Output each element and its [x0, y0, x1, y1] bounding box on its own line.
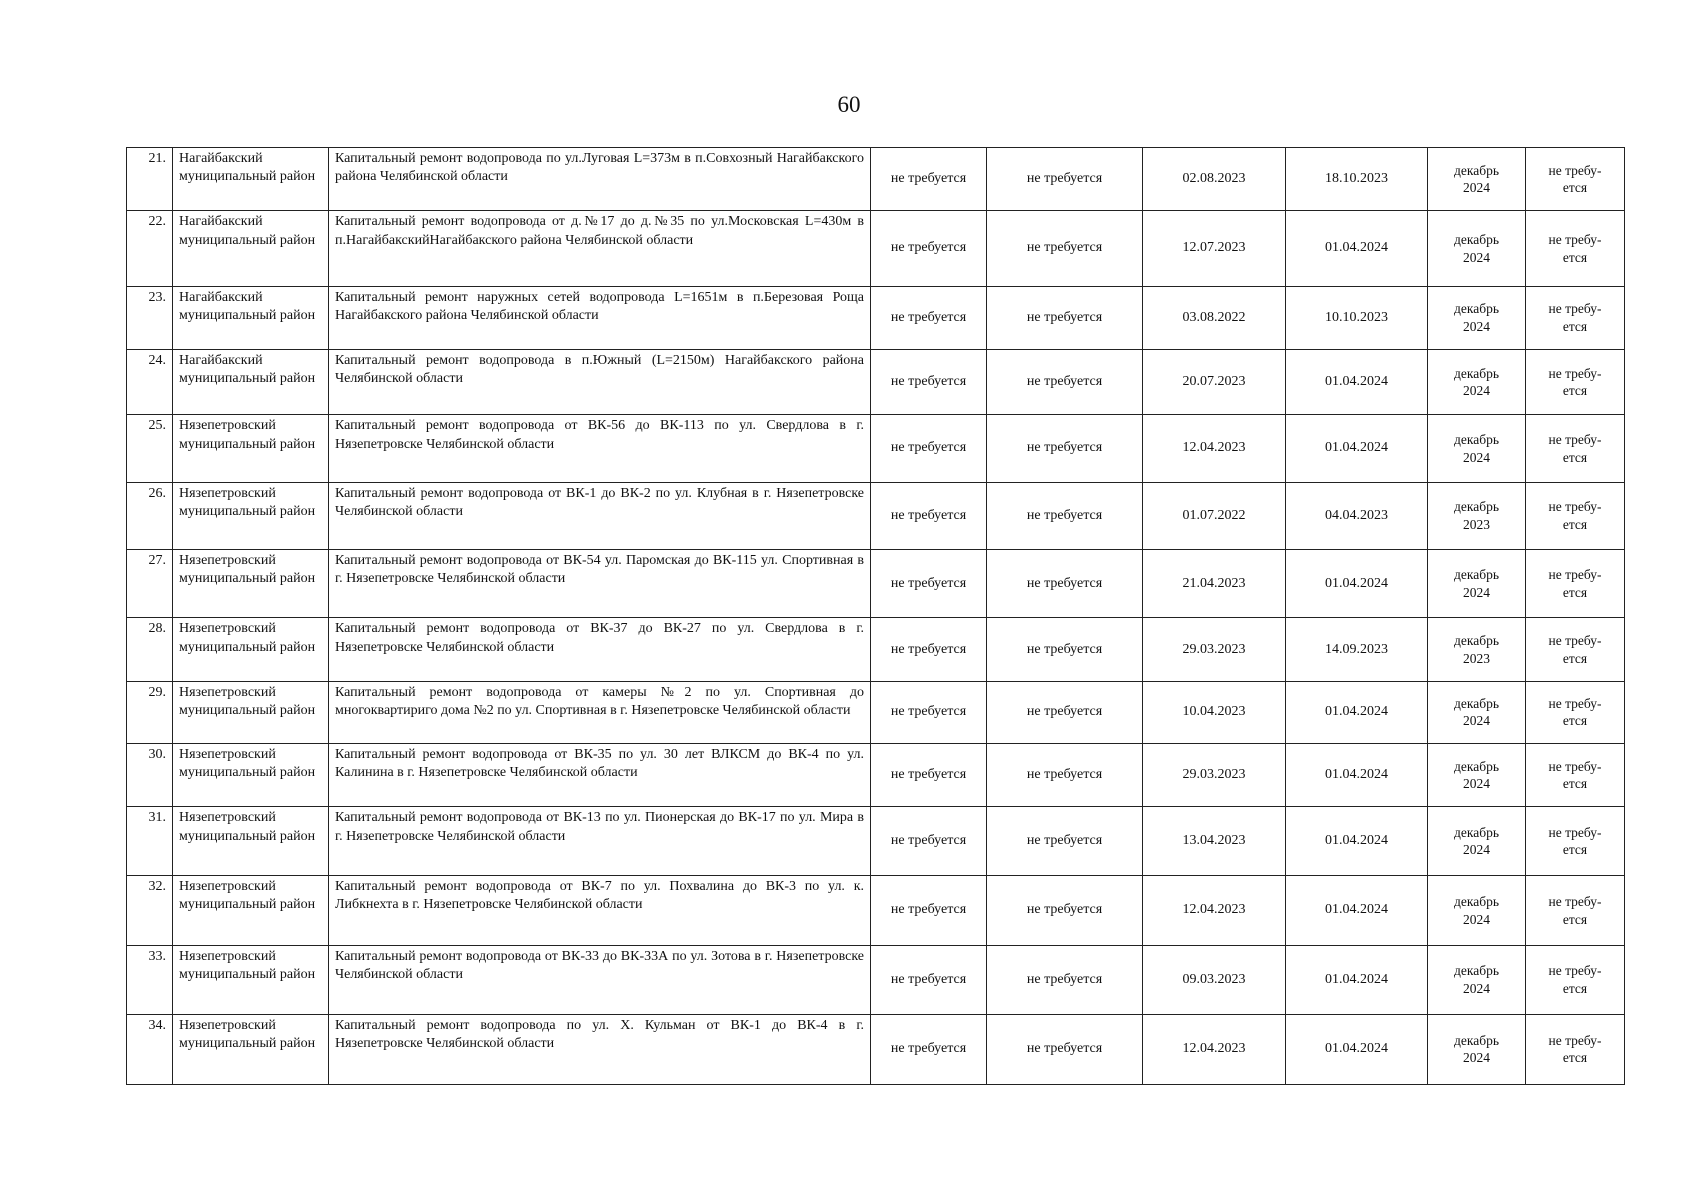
deadline-cell: декабрь 2024 [1428, 744, 1526, 807]
note-cell: не требу- ется [1526, 875, 1625, 945]
deadline-cell: декабрь 2024 [1428, 148, 1526, 211]
row-number-cell: 28. [127, 618, 173, 681]
row-number-cell: 26. [127, 482, 173, 549]
project-name-cell: Капитальный ремонт водопровода по ул.Луговая L=373м в п.Совхозный Нагайбакского района Челябинской области [329, 148, 871, 211]
project-name-cell: Капитальный ремонт водопровода в п.Южный (L=2150м) Нагайбакского района Челябинской области [329, 350, 871, 415]
start-date-cell: 03.08.2022 [1143, 286, 1286, 349]
deadline-cell: декабрь 2024 [1428, 415, 1526, 482]
requirement-cell: не требуется [987, 618, 1143, 681]
start-date-cell: 12.07.2023 [1143, 211, 1286, 286]
table-row [127, 211, 1625, 286]
end-date-cell: 01.04.2024 [1286, 211, 1428, 286]
requirement-cell: не требуется [987, 875, 1143, 945]
requirement-cell: не требуется [871, 744, 987, 807]
end-date-cell: 01.04.2024 [1286, 681, 1428, 743]
project-name-cell: Капитальный ремонт наружных сетей водопровода L=1651м в п.Березовая Роща Нагайбакского района Челябинской области [329, 286, 871, 349]
start-date-cell: 09.03.2023 [1143, 946, 1286, 1014]
table-row [127, 286, 1625, 349]
deadline-cell: декабрь 2024 [1428, 681, 1526, 743]
start-date-cell: 29.03.2023 [1143, 744, 1286, 807]
note-cell: не требу- ется [1526, 681, 1625, 743]
start-date-cell: 02.08.2023 [1143, 148, 1286, 211]
deadline-cell: декабрь 2024 [1428, 807, 1526, 875]
requirement-cell: не требуется [987, 1014, 1143, 1084]
table-row [127, 744, 1625, 807]
note-cell: не требу- ется [1526, 148, 1625, 211]
end-date-cell: 18.10.2023 [1286, 148, 1428, 211]
district-cell: Нагайбакский муниципальный район [173, 148, 329, 211]
project-name-cell: Капитальный ремонт водопровода от ВК-35 по ул. 30 лет ВЛКСМ до ВК-4 по ул. Калинина в г. Нязепетровске Челябинской области [329, 744, 871, 807]
end-date-cell: 04.04.2023 [1286, 482, 1428, 549]
deadline-cell: декабрь 2024 [1428, 1014, 1526, 1084]
table-body [127, 148, 1625, 1085]
row-number-cell: 22. [127, 211, 173, 286]
table-row [127, 350, 1625, 415]
deadline-cell: декабрь 2024 [1428, 946, 1526, 1014]
district-cell: Нязепетровский муниципальный район [173, 482, 329, 549]
note-cell: не требу- ется [1526, 946, 1625, 1014]
end-date-cell: 01.04.2024 [1286, 807, 1428, 875]
project-name-cell: Капитальный ремонт водопровода от ВК-54 ул. Паромская до ВК-115 ул. Спортивная в г. Нязепетровске Челябинской области [329, 550, 871, 618]
deadline-cell: декабрь 2024 [1428, 550, 1526, 618]
requirement-cell: не требуется [871, 550, 987, 618]
note-cell: не требу- ется [1526, 744, 1625, 807]
row-number-cell: 23. [127, 286, 173, 349]
project-name-cell: Капитальный ремонт водопровода от ВК-56 до ВК-113 по ул. Свердлова в г. Нязепетровске Челябинской области [329, 415, 871, 482]
deadline-cell: декабрь 2023 [1428, 482, 1526, 549]
table-row [127, 946, 1625, 1014]
requirement-cell: не требуется [987, 550, 1143, 618]
requirement-cell: не требуется [871, 618, 987, 681]
projects-table [126, 147, 1625, 1085]
project-name-cell: Капитальный ремонт водопровода от ВК-1 до ВК-2 по ул. Клубная в г. Нязепетровске Челябинской области [329, 482, 871, 549]
note-cell: не требу- ется [1526, 482, 1625, 549]
district-cell: Нязепетровский муниципальный район [173, 681, 329, 743]
district-cell: Нязепетровский муниципальный район [173, 415, 329, 482]
end-date-cell: 01.04.2024 [1286, 350, 1428, 415]
row-number-cell: 31. [127, 807, 173, 875]
requirement-cell: не требуется [987, 681, 1143, 743]
project-name-cell: Капитальный ремонт водопровода от д.№17 до д.№35 по ул.Московская L=430м в п.НагайбакскийНагайбакского района Челябинской области [329, 211, 871, 286]
district-cell: Нязепетровский муниципальный район [173, 875, 329, 945]
row-number-cell: 34. [127, 1014, 173, 1084]
end-date-cell: 10.10.2023 [1286, 286, 1428, 349]
start-date-cell: 29.03.2023 [1143, 618, 1286, 681]
district-cell: Нагайбакский муниципальный район [173, 350, 329, 415]
table-row [127, 550, 1625, 618]
requirement-cell: не требуется [987, 415, 1143, 482]
row-number-cell: 25. [127, 415, 173, 482]
end-date-cell: 01.04.2024 [1286, 946, 1428, 1014]
row-number-cell: 24. [127, 350, 173, 415]
table-row [127, 807, 1625, 875]
requirement-cell: не требуется [987, 807, 1143, 875]
note-cell: не требу- ется [1526, 618, 1625, 681]
table-row [127, 148, 1625, 211]
district-cell: Нязепетровский муниципальный район [173, 1014, 329, 1084]
end-date-cell: 01.04.2024 [1286, 744, 1428, 807]
table-row [127, 618, 1625, 681]
requirement-cell: не требуется [871, 1014, 987, 1084]
deadline-cell: декабрь 2023 [1428, 618, 1526, 681]
start-date-cell: 12.04.2023 [1143, 415, 1286, 482]
start-date-cell: 10.04.2023 [1143, 681, 1286, 743]
requirement-cell: не требуется [987, 946, 1143, 1014]
start-date-cell: 20.07.2023 [1143, 350, 1286, 415]
table-row [127, 875, 1625, 945]
note-cell: не требу- ется [1526, 807, 1625, 875]
project-name-cell: Капитальный ремонт водопровода от ВК-7 по ул. Похвалина до ВК-3 по ул. к. Либкнехта в г. Нязепетровске Челябинской области [329, 875, 871, 945]
project-name-cell: Капитальный ремонт водопровода от ВК-13 по ул. Пионерская до ВК-17 по ул. Мира в г. Нязепетровске Челябинской области [329, 807, 871, 875]
project-name-cell: Капитальный ремонт водопровода от ВК-33 до ВК-33А по ул. Зотова в г. Нязепетровске Челябинской области [329, 946, 871, 1014]
district-cell: Нязепетровский муниципальный район [173, 550, 329, 618]
requirement-cell: не требуется [871, 350, 987, 415]
page-number: 60 [837, 92, 861, 117]
row-number-cell: 30. [127, 744, 173, 807]
project-name-cell: Капитальный ремонт водопровода по ул. Х. Кульман от ВК-1 до ВК-4 в г. Нязепетровске Челябинской области [329, 1014, 871, 1084]
district-cell: Нязепетровский муниципальный район [173, 946, 329, 1014]
end-date-cell: 01.04.2024 [1286, 550, 1428, 618]
district-cell: Нязепетровский муниципальный район [173, 618, 329, 681]
note-cell: не требу- ется [1526, 1014, 1625, 1084]
project-name-cell: Капитальный ремонт водопровода от камеры №2 по ул. Спортивная до многоквартириго дома №2 по ул. Спортивная в г. Нязепетровске Челябинской области [329, 681, 871, 743]
note-cell: не требу- ется [1526, 415, 1625, 482]
requirement-cell: не требуется [871, 875, 987, 945]
deadline-cell: декабрь 2024 [1428, 875, 1526, 945]
requirement-cell: не требуется [871, 415, 987, 482]
deadline-cell: декабрь 2024 [1428, 211, 1526, 286]
note-cell: не требу- ется [1526, 286, 1625, 349]
requirement-cell: не требуется [871, 807, 987, 875]
row-number-cell: 21. [127, 148, 173, 211]
start-date-cell: 12.04.2023 [1143, 1014, 1286, 1084]
requirement-cell: не требуется [871, 681, 987, 743]
table-row [127, 681, 1625, 743]
district-cell: Нагайбакский муниципальный район [173, 211, 329, 286]
deadline-cell: декабрь 2024 [1428, 286, 1526, 349]
row-number-cell: 29. [127, 681, 173, 743]
note-cell: не требу- ется [1526, 550, 1625, 618]
district-cell: Нагайбакский муниципальный район [173, 286, 329, 349]
row-number-cell: 27. [127, 550, 173, 618]
note-cell: не требу- ется [1526, 211, 1625, 286]
row-number-cell: 33. [127, 946, 173, 1014]
requirement-cell: не требуется [871, 482, 987, 549]
district-cell: Нязепетровский муниципальный район [173, 807, 329, 875]
requirement-cell: не требуется [987, 482, 1143, 549]
end-date-cell: 01.04.2024 [1286, 415, 1428, 482]
start-date-cell: 13.04.2023 [1143, 807, 1286, 875]
start-date-cell: 21.04.2023 [1143, 550, 1286, 618]
end-date-cell: 01.04.2024 [1286, 1014, 1428, 1084]
end-date-cell: 14.09.2023 [1286, 618, 1428, 681]
table-row [127, 1014, 1625, 1084]
table-row [127, 415, 1625, 482]
project-name-cell: Капитальный ремонт водопровода от ВК-37 до ВК-27 по ул. Свердлова в г. Нязепетровске Челябинской области [329, 618, 871, 681]
end-date-cell: 01.04.2024 [1286, 875, 1428, 945]
requirement-cell: не требуется [871, 946, 987, 1014]
requirement-cell: не требуется [987, 744, 1143, 807]
requirement-cell: не требуется [871, 148, 987, 211]
requirement-cell: не требуется [871, 286, 987, 349]
start-date-cell: 12.04.2023 [1143, 875, 1286, 945]
requirement-cell: не требуется [871, 211, 987, 286]
requirement-cell: не требуется [987, 148, 1143, 211]
requirement-cell: не требуется [987, 211, 1143, 286]
district-cell: Нязепетровский муниципальный район [173, 744, 329, 807]
requirement-cell: не требуется [987, 286, 1143, 349]
start-date-cell: 01.07.2022 [1143, 482, 1286, 549]
row-number-cell: 32. [127, 875, 173, 945]
requirement-cell: не требуется [987, 350, 1143, 415]
note-cell: не требу- ется [1526, 350, 1625, 415]
table-row [127, 482, 1625, 549]
deadline-cell: декабрь 2024 [1428, 350, 1526, 415]
